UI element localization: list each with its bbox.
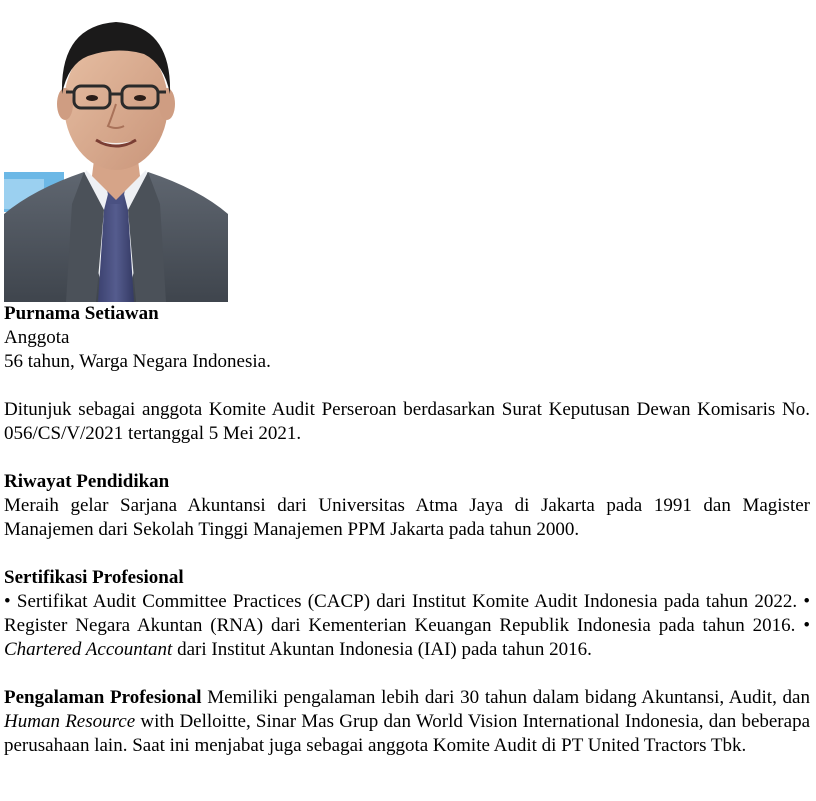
certification-heading: Sertifikasi Profesional xyxy=(4,567,184,588)
member-role: Anggota xyxy=(4,327,70,348)
appointment-paragraph: Ditunjuk sebagai anggota Komite Audit Perseroan berdasarkan Surat Keputusan Dewan Komisaris No. 056/CS/V/2021 tertanggal 5 Mei 2021. xyxy=(4,399,810,444)
profile-text xyxy=(4,302,810,758)
certification-italic: Chartered Accountant xyxy=(4,639,173,660)
spacer xyxy=(4,662,810,686)
spacer xyxy=(4,446,810,470)
experience-heading: Pengalaman Profesional xyxy=(4,687,202,708)
portrait-photo xyxy=(4,4,228,302)
experience-italic: Human Resource xyxy=(4,711,136,732)
member-name: Purnama Setiawan xyxy=(4,303,159,324)
education-heading: Riwayat Pendidikan xyxy=(4,471,170,492)
spacer xyxy=(4,542,810,566)
experience-paragraph: Pengalaman Profesional Memiliki pengalaman lebih dari 30 tahun dalam bidang Akuntansi, Audit, dan Human Resource with Delloitte, Sinar Mas Grup dan World Vision International Indonesia, dan beberapa perusahaan lain. Saat ini menjabat juga sebagai anggota Komite Audit di PT United Tractors Tbk. xyxy=(4,687,811,756)
education-paragraph: Meraih gelar Sarjana Akuntansi dari Universitas Atma Jaya di Jakarta pada 1991 dan Magister Manajemen dari Sekolah Tinggi Manajemen PPM Jakarta pada tahun 2000. xyxy=(4,495,810,540)
spacer xyxy=(4,374,810,398)
member-age-nationality: 56 tahun, Warga Negara Indonesia. xyxy=(4,351,271,372)
certification-paragraph: • Sertifikat Audit Committee Practices (CACP) dari Institut Komite Audit Indonesia pada tahun 2022. • Register Negara Akuntan (RNA) dari Kementerian Keuangan Republik Indonesia pada tahun 2016. • Chartered Accountant dari Institut Akuntan Indonesia (IAI) pada tahun 2016. xyxy=(4,591,810,660)
